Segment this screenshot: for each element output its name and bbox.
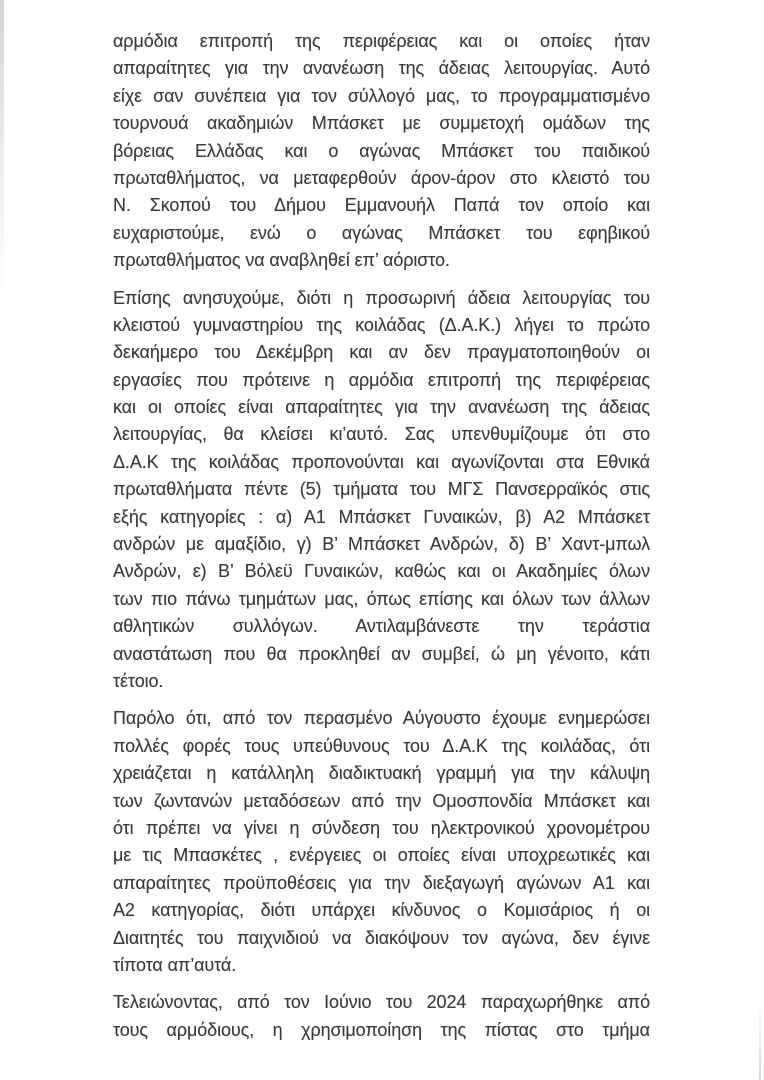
text-line: τέτοιο. [113,670,164,691]
text-line: των πιο πάνω τμημάτων μας, όπως επίσης και όλων των άλλων [113,588,650,609]
text-line: δεκαήμερο του Δεκέμβρη και αν δεν πραγματοποιηθούν οι [113,342,650,363]
text-line: αρμόδια επιτροπή της περιφέρειας και οι οποίες ήταν [113,31,650,51]
text-line: λειτουργίας, θα κλείσει κι’αυτό. Σας υπενθυμίζουμε ότι στο [113,424,650,445]
paragraph-3 [113,705,650,979]
text-line: Τελειώνοντας, από τον Ιούνιο του 2024 παραχωρήθηκε από [113,992,650,1013]
text-line: με τις Μπασκέτες , ενέργειες οι οποίες είναι υποχρεωτικές και [113,845,650,866]
text-line: κλειστού γυμναστηρίου της κοιλάδας (Δ.Α.Κ.) λήγει το πρώτο [113,314,650,335]
scan-edge-artifact-left [0,0,4,300]
text-line: Επίσης ανησυχούμε, διότι η προσωρινή άδεια λειτουργίας του [113,287,650,308]
text-line: Διαιτητές του παιχνιδιού να διακόψουν τον αγώνα, δεν έγινε [113,927,650,948]
text-line: και οι οποίες είναι απαραίτητες για την ανανέωση της άδειας [113,397,650,418]
text-line: ανδρών με αμαξίδιο, γ) Β’ Μπάσκετ Ανδρών, δ) Β’ Χαντ-μπωλ [113,534,650,555]
text-line: τίποτα απ’αυτά. [113,954,237,975]
paragraph-4 [113,989,650,1044]
text-line: αθλητικών συλλόγων. Αντιλαμβάνεστε την τεράστια [113,616,650,637]
text-line: Δ.Α.Κ της κοιλάδας προπονούνται και αγωνίζονται στα Εθνικά [113,451,650,472]
paragraph-1 [113,28,650,275]
text-line: χρειάζεται η κατάλληλη διαδικτυακή γραμμή για την κάλυψη [113,763,650,784]
text-line: βόρειας Ελλάδας και ο αγώνας Μπάσκετ του παιδικού [113,140,650,161]
text-line: τουρνουά ακαδημιών Μπάσκετ με συμμετοχή ομάδων της [113,113,650,134]
text-line: των ζωντανών μεταδόσεων από την Ομοσπονδία Μπάσκετ και [113,790,650,811]
text-line: Ν. Σκοπού του Δήμου Εμμανουήλ Παπά τον οποίο και [113,195,650,216]
text-line: εργασίες που πρότεινε η αρμόδια επιτροπή της περιφέρειας [113,369,650,390]
text-line: απαραίτητες προϋποθέσεις για την διεξαγωγή αγώνων Α1 και [113,872,650,893]
text-line: Παρόλο ότι, από τον περασμένο Αύγουστο έχουμε ενημερώσει [113,708,650,729]
text-line: πρωταθλήματος, να μεταφερθούν άρον-άρον στο κλειστό του [113,167,650,188]
paragraph-2 [113,285,650,696]
text-line: ότι πρέπει να γίνει η σύνδεση του ηλεκτρονικού χρονομέτρου [113,817,650,838]
document-body [113,28,650,1054]
text-line: ευχαριστούμε, ενώ ο αγώνας Μπάσκετ του εφηβικού [113,222,650,243]
text-line: απαραίτητες για την ανανέωση της άδειας λειτουργίας. Αυτό [113,58,650,79]
text-line: πρωταθλήματα πέντε (5) τμήματα του ΜΓΣ Πανσερραϊκός στις [113,479,650,500]
text-line: πολλές φορές τους υπεύθυνους του Δ.Α.Κ της κοιλάδας, ότι [113,735,650,756]
text-line: Ανδρών, ε) Β’ Βόλεϋ Γυναικών, καθώς και οι Ακαδημίες όλων [113,561,650,582]
text-line: Α2 κατηγορίας, διότι υπάρχει κίνδυνος ο Κομισάριος ή οι [113,900,650,921]
text-line: πρωταθλήματος να αναβληθεί επ’ αόριστο. [113,250,450,271]
scan-edge-artifact-right [759,1000,761,1080]
text-line: είχε σαν συνέπεια για τον σύλλογό μας, το προγραμματισμένο [113,85,650,106]
text-line: τους αρμόδιους, η χρησιμοποίηση της πίστας στο τμήμα [113,1019,650,1040]
text-line: εξής κατηγορίες : α) Α1 Μπάσκετ Γυναικών, β) Α2 Μπάσκετ [113,506,650,527]
text-line: αναστάτωση που θα προκληθεί αν συμβεί, ώ μη γένοιτο, κάτι [113,643,650,664]
